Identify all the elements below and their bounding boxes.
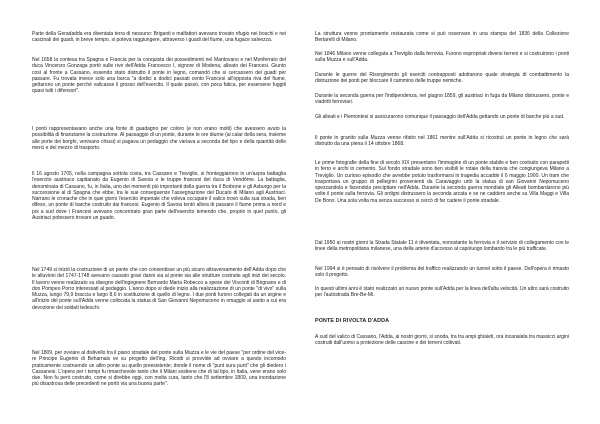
paragraph: Nel 1994 si è pensato di risolvere il problema del traffico realizzando un tunnel sotto il paese. Dell'opera è rimasto solo il progetto. [315,266,569,279]
paragraph: Durante la seconda guerra per l'indipendenza, nel giugno 1859, gli austriaci in fuga da Milano distrussero, ponte e viadotti ferroviari. [315,93,569,106]
paragraph: Durante le guerre del Risorgimento gli eserciti contrapposti adottarono quale strategia di combattimento la distruzione dei ponti per bloccare il cammino delle truppe nemiche. [315,72,569,85]
paragraph: Le prime fotografie della fine di secolo XIX presentano l'immagine di un ponte stabile e ben costruito con parapetti in ferro e archi in cemento. Sul fondo stradale sono ben visibili le rotaie della tranvia che congiungeva Milano a Treviglio. Un curioso episodio che avrebbe potuto trasformarsi in tragedia accadde il 6 maggio 1900. Un tram che trasportava un gruppo di pellegrini provenienti da Caravaggio urtò la statua di san Giovanni Nepomuceno spezzandola e facendola precipitare nell'Adda. Durante la seconda guerra mondiale gli Alleati bombardarono più volte il ponte sulla ferrovia. Gli ordigni distrussero la seconda arcata e se ne caddero anche su Villa Maggi e Villa De Bono. Una sola volta ma senza successo si cercò di far cadere il ponte stradale. [315,160,569,204]
paragraph: Il 16 agosto 1705, nella campagna sottola costa, tra Cassano e Treviglio, si fronteggiarono in un'aspra battaglia l'esercito austriaco capitanato da Eugenio di Savoia e le truppe francesi del duca di Vendôme. La battaglia, denominata di Cassano, fu, in Italia, uno dei momenti più importanti della guerra tra il Borbone e gli Asburgo per la successione al di Spagna che ebbe, tra le sue conseguenze l'assegnazione del Ducato di Milano agli Austriaci. Narrano le cronache che in quei giorni l'esercito imperiale che voleva occupare il valico trovò sulla sua strada, ben difeso, un ponte di barche costruito dai francesi. Eugenio di Savoia tentò allora di passare il fiume prima a nord e poi a sud dove i Francesi avevano concentrato gran parte dell'esercito temendo che, proprio in quel punto, gli Austriaci potessero trovare un guado. [32,171,286,222]
paragraph: Gli alleati e i Piemontesi si assicurarono comunque il passaggio dell'Adda gettando un ponte di barche più a sud. [315,114,565,120]
paragraph: Nel 1846 Milano venne collegata a Treviglio dalla ferrovia. Furono espropriati diversi terreni e si costruirono i ponti sulla Muzza e sull'Adda. [315,51,569,64]
paragraph: Nel 1809, per ovviare al dislivello tra il piano stradale del ponte sulla Muzza e le vie del paese "per ordine del vice-re Principe Eugenio di Beharnais ve su progetto dell'ing. Ricotti si provvide ad ovviare a questo incomodo praticamente costruendo un altro ponte su quello preesistente; donde il nome di "punt sura punt" che gli diedero i Cassanesi. L'opera per i tempi fu rimarchevole tanto che il Milani sostiene che di tal tipo, in Italia, vene erano solo due. Non fu però costruito, come si direbbe oggi, con molta cura, tanto che l'8 settembre 1809, una inondazione più disastrosa delle precedenti ne portò via una buona parte". [32,350,286,388]
paragraph: Parte della Geradadda era diventata terra di nessuno: Briganti e malfattori avevano trovato rifugio nei boschi e nei cascinali dei guadi, in breve tempo, si poteva raggiungere, attraverso i guadi del fiume, una fugace salvezza. [32,31,286,44]
paragraph: Nel 1658 la contesa tra Spagna e Francia per la conquista dei possedimenti nel Mantovano e nel Monferrato del duca Vincenzo Gonzaga portò sulle rive dell'Adda Francesco I, signore di Modena, alleato dei Francesi. Giunto così al fronte a Cassano, essendo stato distrutto il ponte in legno, comandò che si cercassero dei guadi per passare. Fu trovata invece solo una barca "a dodici a dodici passati cento Francesi all'opposta riva del fiume, gettarono un ponte perchè valicasse il grosso dell'esercito. Il quale passò, con poca fatica, per essersene fuggiti quasi tutti i difensori". [32,57,286,95]
paragraph: Dal 1950 ai nostri giorni la Strada Statale 11 è diventata, nonostante la ferrovia e il servizio di collegamento con le linee della metropolitana milanese, una della arterie d'accesso al capoluogo lombardo tra le più trafficate. [315,240,569,253]
paragraph: Nel 1749 si iniziò la costruzione di un ponte che con consentisse un più sicuro attraversamento dell'Adda dopo che le alluvioni del 1747-1748 avevano causato gravi danni sia al ponte sia alle strutture costruite agli inizi del secolo. Il lavoro venne realizzato su disegno dell'ingegnere Bernardo Maria Robecco a spese dei Visconti di Brignano e di don Pompeo Porro interessati al pedaggio. L'anno dopo si diede inizio alla realizzazione di un ponte "di vivo" sulla Muzza, lungo 79,9 braccia e largo 8,6 in sostituzione di quello di legno. I due ponti furono collegati da un argine e all'inizio del ponte sull'Adda venne collocata la statua di San Giovanni Nepomuceno in omaggio al santo a cui era devozione dei soldati tedeschi. [32,267,286,311]
paragraph: Il ponte in granito sulla Muzza venne rifatto nel 1861 mentre sull'Adda si ricostruì un ponte in legno che sarà distrutto da una piena il 14 ottobre 1868. [315,135,569,148]
paragraph: La struttura venne prontamente restaurata come si può osservare in una stampa del 1836 della Collezione Bertarelli di Milano. [315,31,569,44]
paragraph: In questi ultimi anni è stato realizzato un nuovo ponte sull'Adda per la linea dell'alta velocità. Un altro sarà costruito per l'autostrada Bre-Be-Mi. [315,286,569,299]
paragraph: I ponti rappresentavano anche una fonte di guadagno per coloro (e non erano molti) che avessero avuto la possibilità di finanziarne la costruzione. Al passaggio di un ponte, durante le ore diurne (al calar della sera, insieme alle porte dei borghi, venivano chiusi) si pagava un pedaggio che variava a seconda del tipo e della quantità delle merci e del mezzo di trasporto. [32,126,286,151]
paragraph: A sud del valico di Cassano, l'Adda, ai nostri giorni, si snoda, tra tra ampi ghiaieti, ora incanalata tra massicci argini costruiti dall'uomo a protezione delle cascine e dei terreni coltivati. [315,334,569,347]
section-heading: PONTE DI RIVOLTA D'ADDA [315,318,390,324]
